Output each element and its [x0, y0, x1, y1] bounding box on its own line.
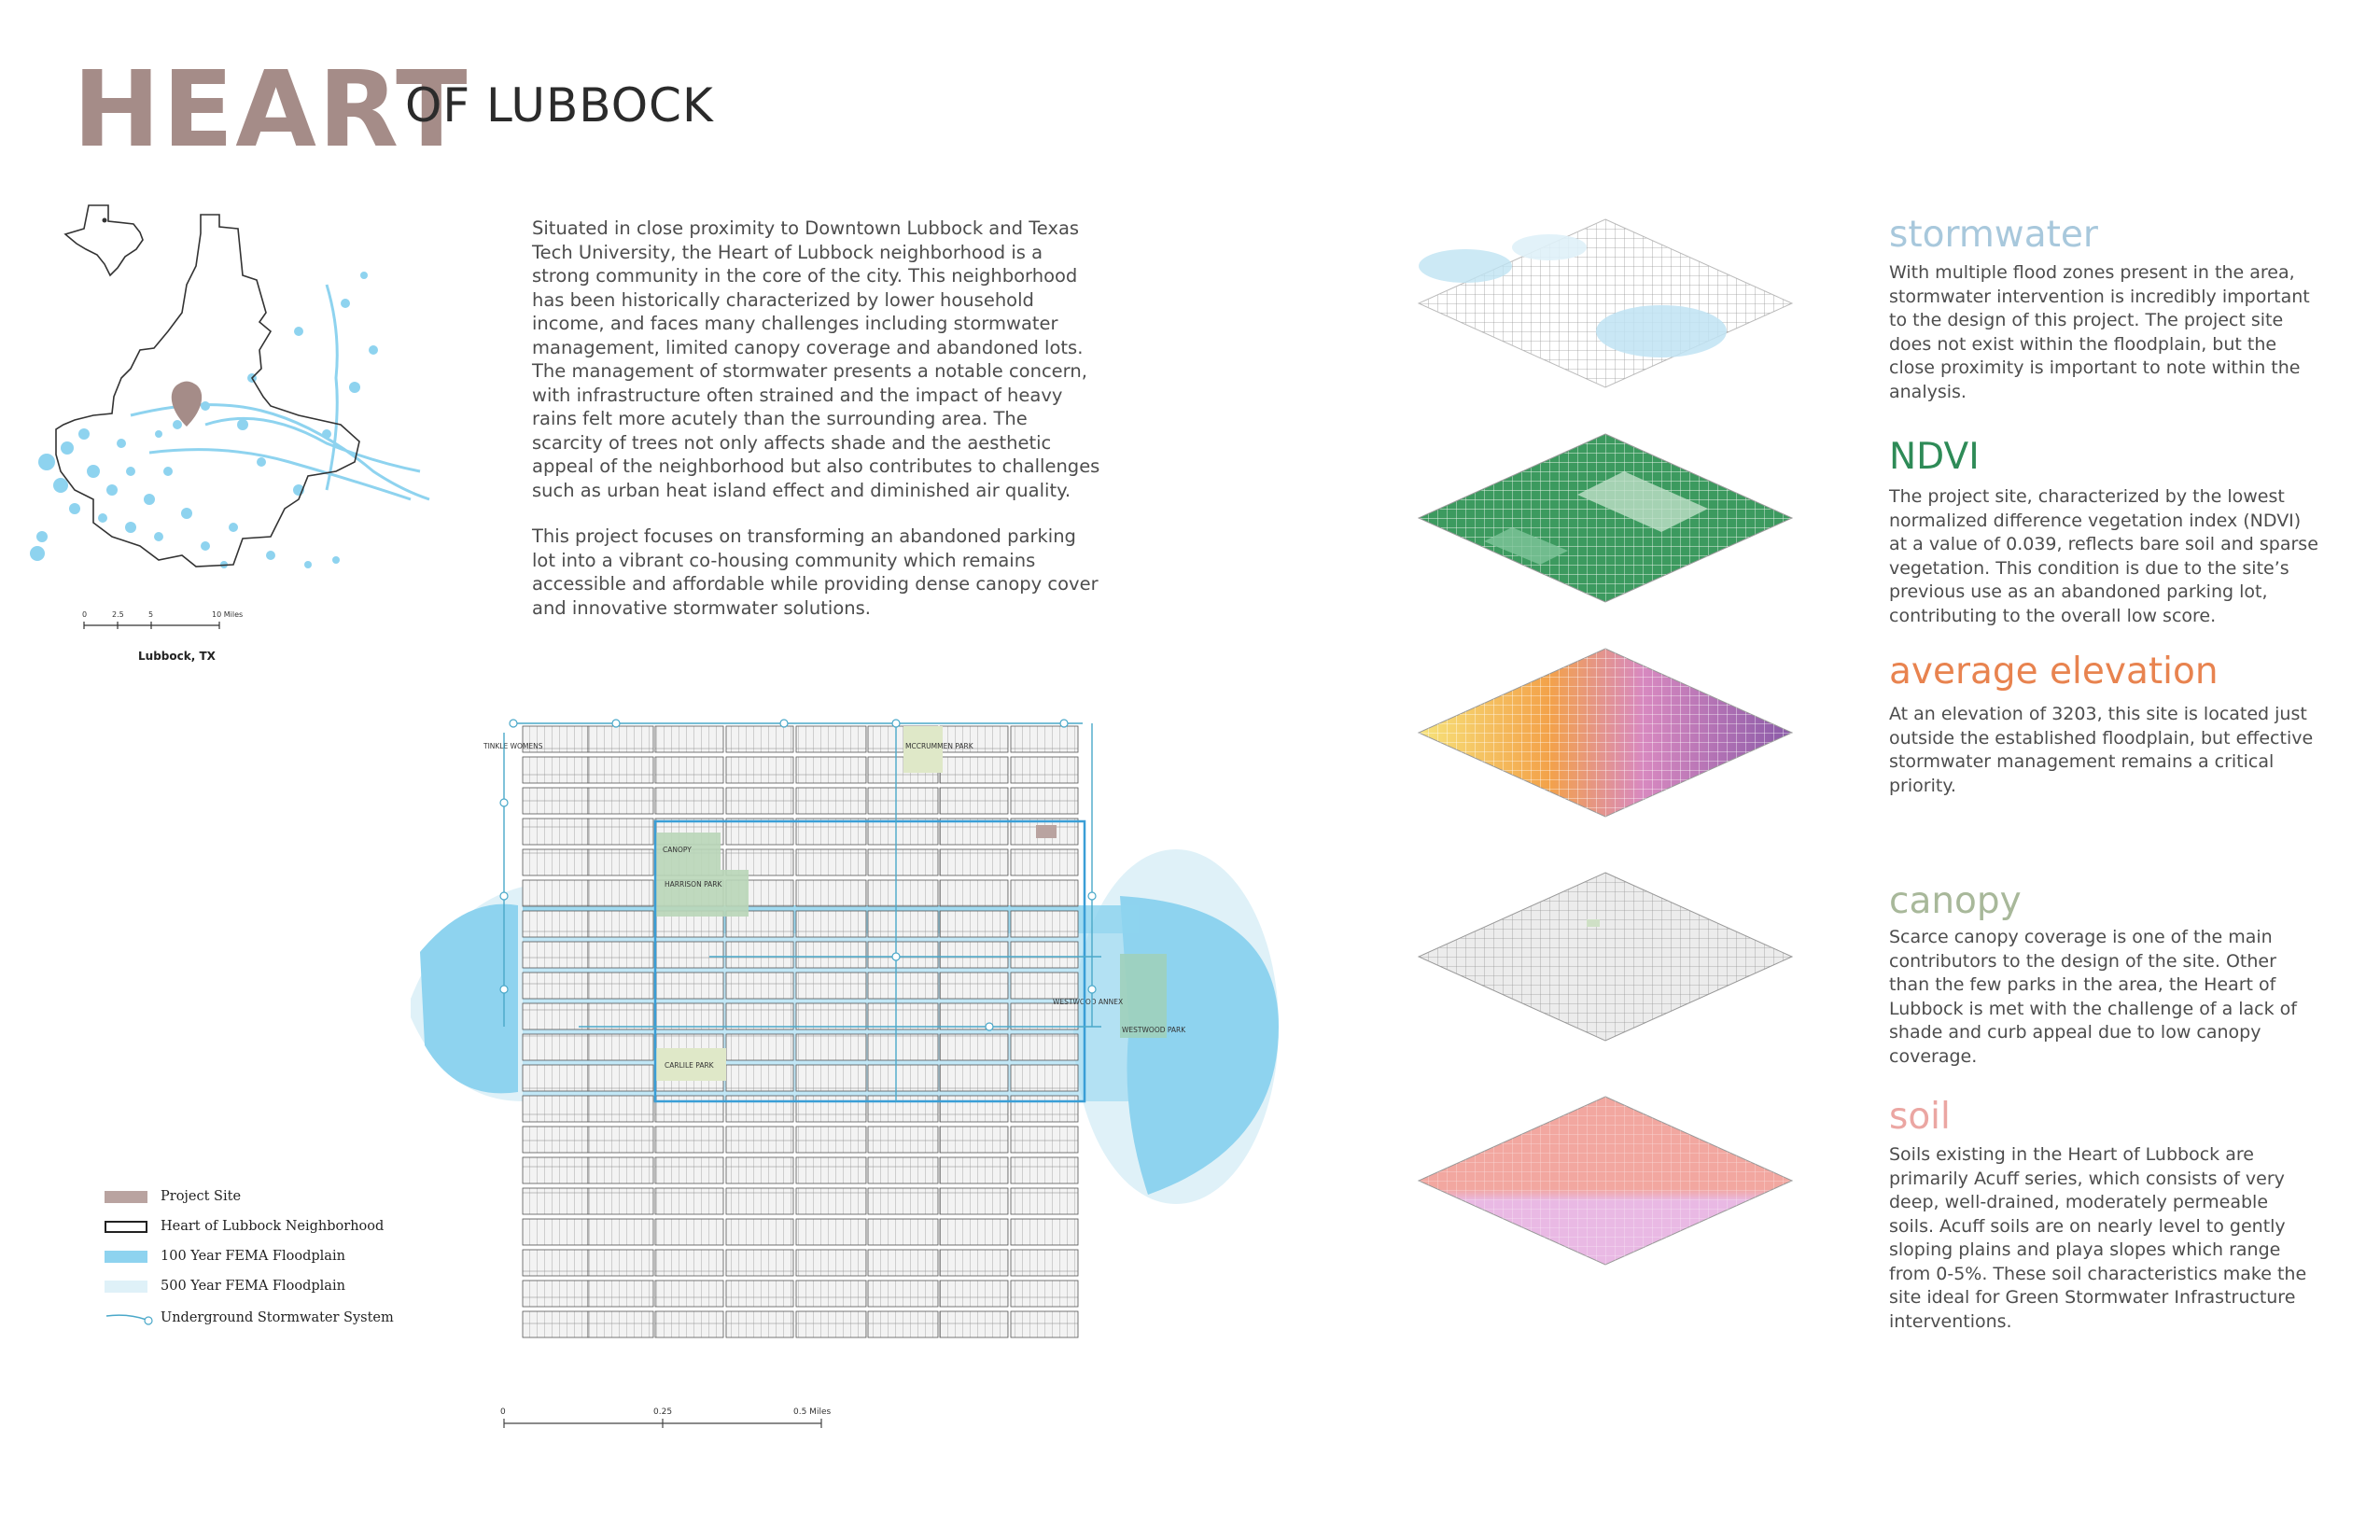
city-block	[588, 726, 653, 752]
city-block	[1011, 788, 1078, 814]
city-block	[868, 1281, 938, 1307]
city-block	[726, 1188, 793, 1214]
layer-elevation	[1419, 649, 1792, 817]
layer-soil	[1419, 1097, 1792, 1265]
city-block	[726, 1065, 793, 1091]
city-block	[868, 973, 938, 999]
city-block	[868, 1127, 938, 1153]
city-block	[726, 1281, 793, 1307]
city-block	[655, 1311, 723, 1337]
city-block	[523, 1096, 588, 1122]
city-block	[940, 880, 1008, 906]
page-title: HEART	[73, 49, 469, 171]
city-block	[726, 973, 793, 999]
city-block	[868, 1157, 938, 1183]
city-block	[796, 911, 866, 937]
layer-canopy	[1419, 873, 1792, 1041]
legend-100yr	[105, 1247, 345, 1266]
locator-scale-5: 5	[148, 610, 154, 619]
layer-ndvi	[1419, 434, 1792, 602]
swatch-100yr	[105, 1251, 147, 1263]
city-block	[523, 973, 588, 999]
city-block	[796, 849, 866, 875]
label-westwood-park: WESTWOOD PARK	[1122, 1026, 1186, 1034]
city-block	[1011, 757, 1078, 783]
locator-scale-10: 10 Miles	[212, 610, 244, 619]
city-block	[868, 788, 938, 814]
city-block	[940, 1219, 1008, 1245]
intro-paragraph-1: Situated in close proximity to Downtown Lubbock and Texas Tech University, the Heart of Lubbock neighborhood is a strong community in the core of the city. This neighborhood has been historically characterized by lower household income, and faces many challenges including stormwater management, limited canopy coverage and abandoned lots. The management of stormwater presents a notable concern, with infrastructure often strained and the impact of heavy rains felt more acutely than the surrounding area. The scarcity of trees not only affects shade and the aesthetic appeal of the neighborhood but also contributes to challenges such as urban heat island effect and diminished air quality.	[532, 217, 1100, 501]
city-block	[868, 849, 938, 875]
label-mccrummen: MCCRUMMEN PARK	[905, 742, 973, 750]
city-block	[523, 1281, 588, 1307]
legend-label: Project Site	[161, 1189, 242, 1204]
city-block	[588, 942, 653, 968]
section-body-elevation: At an elevation of 3203, this site is located just outside the established floodplain, but effective stormwater management remains a critical priority.	[1889, 704, 2314, 796]
city-block	[1011, 973, 1078, 999]
city-block	[1011, 1065, 1078, 1091]
city-block	[726, 1311, 793, 1337]
label-canopy: CANOPY	[663, 846, 692, 854]
city-block	[588, 757, 653, 783]
section-body-stormwater: With multiple flood zones present in the area, stormwater intervention is incredibly important to the design of this project. The project site does not exist within the floodplain, but the close proximity is important to note within the analysis.	[1889, 262, 2310, 402]
city-block	[523, 942, 588, 968]
section-title-canopy: canopy	[1889, 880, 2022, 922]
city-block	[588, 1034, 653, 1060]
city-block	[1011, 1034, 1078, 1060]
city-block	[796, 942, 866, 968]
city-block	[655, 1219, 723, 1245]
site-scale-05: 0.5 Miles	[793, 1407, 832, 1417]
floodplain-blobs	[30, 272, 378, 568]
texas-locator-dot	[103, 218, 107, 223]
city-block	[1011, 1003, 1078, 1029]
city-block	[588, 1281, 653, 1307]
section-title-soil: soil	[1889, 1096, 1951, 1138]
city-block	[726, 1034, 793, 1060]
city-block	[868, 1311, 938, 1337]
label-tinkle: TINKLE WOMENS	[483, 742, 543, 750]
city-block	[726, 757, 793, 783]
city-block	[523, 1250, 588, 1276]
site-scale-025: 0.25	[653, 1407, 673, 1417]
city-block	[796, 1311, 866, 1337]
city-block	[868, 1250, 938, 1276]
city-block	[1011, 726, 1078, 752]
city-block	[940, 788, 1008, 814]
city-block	[1011, 911, 1078, 937]
city-block	[940, 1065, 1008, 1091]
city-block	[655, 757, 723, 783]
locator-scale-25: 2.5	[112, 610, 124, 619]
swatch-neighborhood	[105, 1221, 147, 1233]
city-block	[726, 1127, 793, 1153]
city-block	[1011, 1127, 1078, 1153]
city-block	[1011, 1311, 1078, 1337]
city-block	[868, 911, 938, 937]
city-block	[523, 1003, 588, 1029]
city-block	[588, 1157, 653, 1183]
city-block	[655, 1250, 723, 1276]
city-block	[655, 1188, 723, 1214]
city-block	[940, 911, 1008, 937]
city-block	[588, 1127, 653, 1153]
city-block	[796, 1219, 866, 1245]
city-block	[796, 1281, 866, 1307]
swatch-stormwater-line	[105, 1310, 161, 1325]
texas-outline	[65, 205, 143, 275]
city-block	[868, 1096, 938, 1122]
city-block	[940, 973, 1008, 999]
city-block	[655, 1127, 723, 1153]
city-block	[1011, 942, 1078, 968]
legend-label: Heart of Lubbock Neighborhood	[161, 1219, 385, 1234]
city-block	[796, 788, 866, 814]
city-block	[588, 1096, 653, 1122]
city-block	[796, 880, 866, 906]
section-title-ndvi: NDVI	[1889, 436, 1980, 478]
section-body-canopy: Scarce canopy coverage is one of the main contributors to the design of the site. Other than the few parks in the area, the Heart of Lubbock is met with the challenge of a lack of shade and curb appeal due to low canopy coverage.	[1889, 927, 2297, 1067]
city-block	[726, 942, 793, 968]
city-block	[868, 1003, 938, 1029]
section-title-elevation: average elevation	[1889, 651, 2219, 693]
city-block	[796, 1188, 866, 1214]
project-site	[1036, 825, 1057, 838]
city-block	[588, 973, 653, 999]
city-block	[588, 1065, 653, 1091]
city-block	[655, 788, 723, 814]
city-block	[523, 1065, 588, 1091]
city-block	[1011, 1219, 1078, 1245]
legend-label: 500 Year FEMA Floodplain	[161, 1279, 345, 1294]
city-block	[588, 788, 653, 814]
city-block	[726, 1250, 793, 1276]
legend-label: Underground Stormwater System	[161, 1310, 394, 1325]
city-block	[588, 880, 653, 906]
city-block	[523, 819, 588, 845]
legend-500yr	[105, 1277, 345, 1295]
city-block	[655, 973, 723, 999]
city-block	[588, 819, 653, 845]
city-block	[655, 1003, 723, 1029]
legend-neighborhood	[105, 1217, 384, 1236]
label-harrison: HARRISON PARK	[665, 880, 722, 889]
city-block	[726, 1003, 793, 1029]
city-block	[940, 1127, 1008, 1153]
section-body-ndvi: The project site, characterized by the lowest normalized difference vegetation index (NDVI) at a value of 0.039, reflects bare soil and sparse vegetation. This condition is due to the site’s previous use as an abandoned parking lot, contributing to the overall low score.	[1889, 486, 2318, 626]
city-block	[940, 1157, 1008, 1183]
city-block	[868, 942, 938, 968]
locator-scale-0: 0	[82, 610, 88, 619]
city-block	[940, 1188, 1008, 1214]
city-block	[940, 1034, 1008, 1060]
city-block	[1011, 1250, 1078, 1276]
city-block	[588, 849, 653, 875]
city-block	[588, 1311, 653, 1337]
city-block	[726, 1157, 793, 1183]
city-block	[1011, 880, 1078, 906]
site-scale-0: 0	[500, 1407, 506, 1417]
city-block	[1011, 1281, 1078, 1307]
city-block	[796, 1157, 866, 1183]
city-block	[940, 1003, 1008, 1029]
city-block	[726, 726, 793, 752]
intro-paragraph-2: This project focuses on transforming an abandoned parking lot into a vibrant co-housing community which remains accessible and affordable while providing dense canopy cover and innovative stormwater solutions.	[532, 525, 1099, 619]
city-block	[523, 849, 588, 875]
city-block	[868, 1219, 938, 1245]
city-block	[726, 1219, 793, 1245]
city-block	[940, 1096, 1008, 1122]
city-block	[868, 1065, 938, 1091]
park-harrison	[655, 870, 749, 917]
city-block	[726, 788, 793, 814]
legend-stormwater	[105, 1309, 394, 1327]
city-block	[523, 1188, 588, 1214]
layer-stack	[1400, 210, 1811, 1311]
city-block	[940, 849, 1008, 875]
city-block	[1011, 1157, 1078, 1183]
city-block	[868, 1034, 938, 1060]
site-scale-bar	[504, 1419, 821, 1428]
city-block	[796, 757, 866, 783]
city-block	[796, 1003, 866, 1029]
city-block	[523, 1034, 588, 1060]
city-block	[523, 1157, 588, 1183]
city-block	[655, 726, 723, 752]
city-block	[588, 1250, 653, 1276]
city-block	[796, 973, 866, 999]
swatch-project-site	[105, 1191, 147, 1203]
city-block	[523, 911, 588, 937]
city-block	[940, 757, 1008, 783]
site-map	[411, 709, 1288, 1437]
city-block	[796, 1250, 866, 1276]
locator-map	[19, 191, 467, 677]
city-block	[940, 942, 1008, 968]
layer-stormwater	[1419, 219, 1792, 387]
city-block	[588, 911, 653, 937]
city-block	[655, 942, 723, 968]
city-block	[523, 757, 588, 783]
city-block	[655, 1281, 723, 1307]
city-block	[655, 1096, 723, 1122]
city-block	[588, 1188, 653, 1214]
city-block	[796, 1034, 866, 1060]
city-block	[796, 1096, 866, 1122]
legend-label: 100 Year FEMA Floodplain	[161, 1249, 345, 1264]
section-body-soil: Soils existing in the Heart of Lubbock are primarily Acuff series, which consists of very deep, well-drained, moderately permeable soils. Acuff soils are on nearly level to gently sloping plains and playa slopes which range from 0-5%. These soil characteristics make the site ideal for Green Stormwater Infrastructure interventions.	[1889, 1144, 2307, 1332]
city-block	[523, 1127, 588, 1153]
city-block	[588, 1003, 653, 1029]
locator-place-label: Lubbock, TX	[138, 650, 216, 663]
section-title-stormwater: stormwater	[1889, 214, 2098, 256]
city-block	[726, 1096, 793, 1122]
city-block	[523, 1311, 588, 1337]
legend-project-site	[105, 1187, 241, 1206]
locator-scale-bar	[84, 622, 219, 629]
city-block	[868, 880, 938, 906]
city-block	[940, 1250, 1008, 1276]
city-block	[588, 1219, 653, 1245]
city-block	[655, 1157, 723, 1183]
city-block	[796, 726, 866, 752]
city-block	[523, 1219, 588, 1245]
page-subtitle: OF LUBBOCK	[405, 78, 714, 133]
city-block	[940, 1311, 1008, 1337]
city-block	[1011, 1096, 1078, 1122]
label-westwood-annex: WESTWOOD ANNEX	[1053, 998, 1124, 1006]
project-heart-icon	[172, 382, 202, 427]
city-block	[523, 788, 588, 814]
city-block	[1011, 849, 1078, 875]
city-block	[523, 880, 588, 906]
city-block	[796, 1065, 866, 1091]
swatch-500yr	[105, 1281, 147, 1293]
city-block	[1011, 1188, 1078, 1214]
city-block	[940, 1281, 1008, 1307]
city-block	[868, 1188, 938, 1214]
label-carlile: CARLILE PARK	[665, 1061, 714, 1070]
city-block	[796, 1127, 866, 1153]
